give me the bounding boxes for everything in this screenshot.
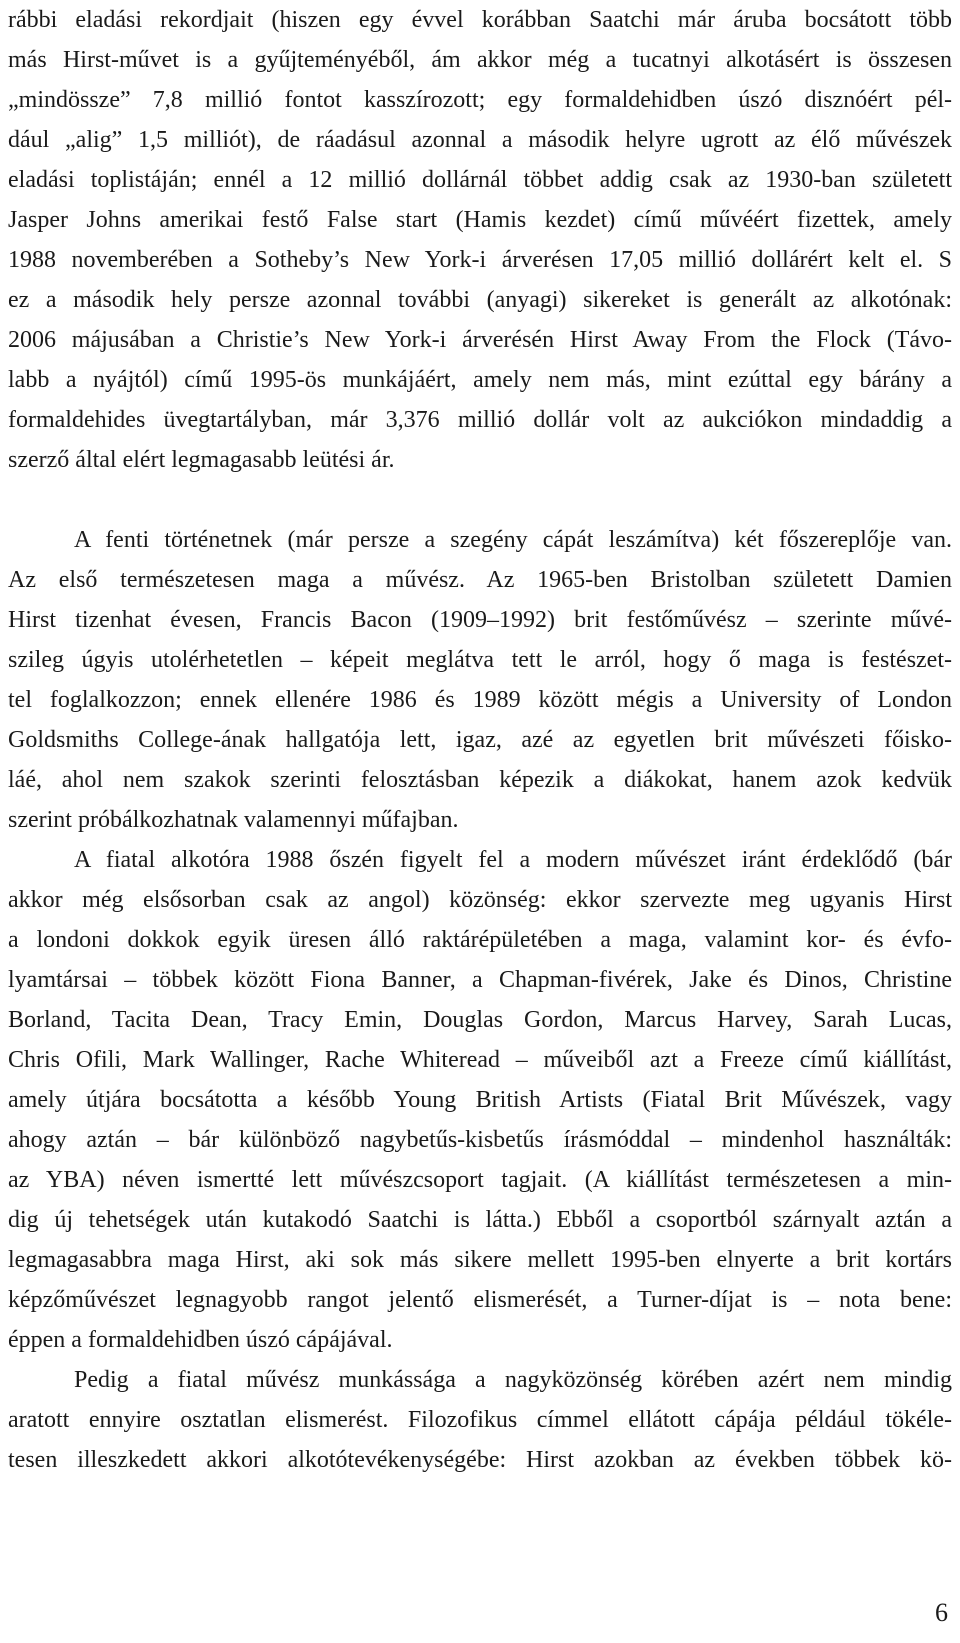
text-line: amely útjára bocsátotta a később Young British Artists (Fiatal Brit Művészek, vagy — [8, 1087, 952, 1113]
paragraph — [8, 840, 952, 1360]
text-line: Az első természetesen maga a művész. Az 1965-ben Bristolban született Damien — [8, 567, 952, 593]
text-line: Pedig a fiatal művész munkássága a nagyközönség körében azért nem mindig — [74, 1367, 952, 1393]
paragraph — [8, 0, 952, 480]
text-line: a londoni dokkok egyik üresen álló raktárépületében a maga, valamint kor- és évfo- — [8, 927, 952, 953]
paragraph-gap — [8, 480, 952, 520]
text-line: Chris Ofili, Mark Wallinger, Rache Whiteread – műveiből azt a Freeze című kiállítást, — [8, 1047, 952, 1073]
page-number: 6 — [935, 1598, 948, 1627]
text-line: éppen a formaldehidben úszó cápájával. — [8, 1327, 393, 1353]
text-line: legmagasabbra maga Hirst, aki sok más sikere mellett 1995-ben elnyerte a brit kortárs — [8, 1247, 952, 1273]
text-line: Borland, Tacita Dean, Tracy Emin, Douglas Gordon, Marcus Harvey, Sarah Lucas, — [8, 1007, 952, 1033]
text-line: eladási toplistáján; ennél a 12 millió dollárnál többet addig csak az 1930-ban született — [8, 167, 952, 193]
text-line: 1988 novemberében a Sotheby’s New York-i árverésen 17,05 millió dollárért kelt el. S — [8, 247, 952, 273]
text-line: képzőművészet legnagyobb rangot jelentő elismerését, a Turner-díjat is – nota bene: — [8, 1287, 952, 1313]
text-line: Hirst tizenhat évesen, Francis Bacon (1909–1992) brit festőművész – szerinte művé- — [8, 607, 952, 633]
text-line: aratott ennyire osztatlan elismerést. Filozofikus címmel ellátott cápája például tökéle- — [8, 1407, 952, 1433]
text-line: más Hirst-művet is a gyűjteményéből, ám akkor még a tucatnyi alkotásért is összesen — [8, 47, 952, 73]
text-line: ez a második hely persze azonnal további (anyagi) sikereket is generált az alkotónak: — [8, 287, 952, 313]
text-line: lyamtársai – többek között Fiona Banner, a Chapman-fivérek, Jake és Dinos, Christine — [8, 967, 952, 993]
text-line: formaldehides üvegtartályban, már 3,376 millió dollár volt az aukciókon mindaddig a — [8, 407, 952, 433]
text-line: ahogy aztán – bár különböző nagybetűs-kisbetűs írásmóddal – mindenhol használták: — [8, 1127, 952, 1153]
text-line: A fenti történetnek (már persze a szegény cápát leszámítva) két főszereplője van. — [74, 527, 952, 553]
text-line: tel foglalkozzon; ennek ellenére 1986 és 1989 között mégis a University of London — [8, 687, 952, 713]
text-line: dául „alig” 1,5 milliót), de ráadásul azonnal a második helyre ugrott az élő művészek — [8, 127, 952, 153]
page-text — [8, 0, 952, 1480]
text-line: A fiatal alkotóra 1988 őszén figyelt fel a modern művészet iránt érdeklődő (bár — [74, 847, 952, 873]
paragraph — [8, 1360, 952, 1480]
text-line: az YBA) néven ismertté lett művészcsoport tagjait. (A kiállítást természetesen a min- — [8, 1167, 952, 1193]
text-line: rábbi eladási rekordjait (hiszen egy évvel korábban Saatchi már áruba bocsátott több — [8, 7, 952, 33]
text-line: „mindössze” 7,8 millió fontot kasszírozott; egy formaldehidben úszó disznóért pél- — [8, 87, 952, 113]
text-line: tesen illeszkedett akkori alkotótevékenységébe: Hirst azokban az években többek kö- — [8, 1447, 952, 1473]
text-line: labb a nyájtól) című 1995-ös munkájáért, amely nem más, mint ezúttal egy bárány a — [8, 367, 952, 393]
text-line: szerző által elért legmagasabb leütési ár. — [8, 447, 395, 473]
text-line: Goldsmiths College-ának hallgatója lett, igaz, azé az egyetlen brit művészeti főisko- — [8, 727, 952, 753]
text-line: akkor még elsősorban csak az angol) közönség: ekkor szervezte meg ugyanis Hirst — [8, 887, 952, 913]
text-line: szileg úgyis utolérhetetlen – képeit meglátva tett le arról, hogy ő maga is festészet- — [8, 647, 952, 673]
text-line: Jasper Johns amerikai festő False start (Hamis kezdet) című művéért fizettek, amely — [8, 207, 952, 233]
text-line: 2006 májusában a Christie’s New York-i árverésén Hirst Away From the Flock (Távo- — [8, 327, 952, 353]
text-line: szerint próbálkozhatnak valamennyi műfajban. — [8, 807, 459, 833]
paragraph — [8, 520, 952, 840]
text-line: láé, ahol nem szakok szerinti felosztásban képezik a diákokat, hanem azok kedvük — [8, 767, 952, 793]
text-line: dig új tehetségek után kutakodó Saatchi is látta.) Ebből a csoportból szárnyalt aztán a — [8, 1207, 952, 1233]
